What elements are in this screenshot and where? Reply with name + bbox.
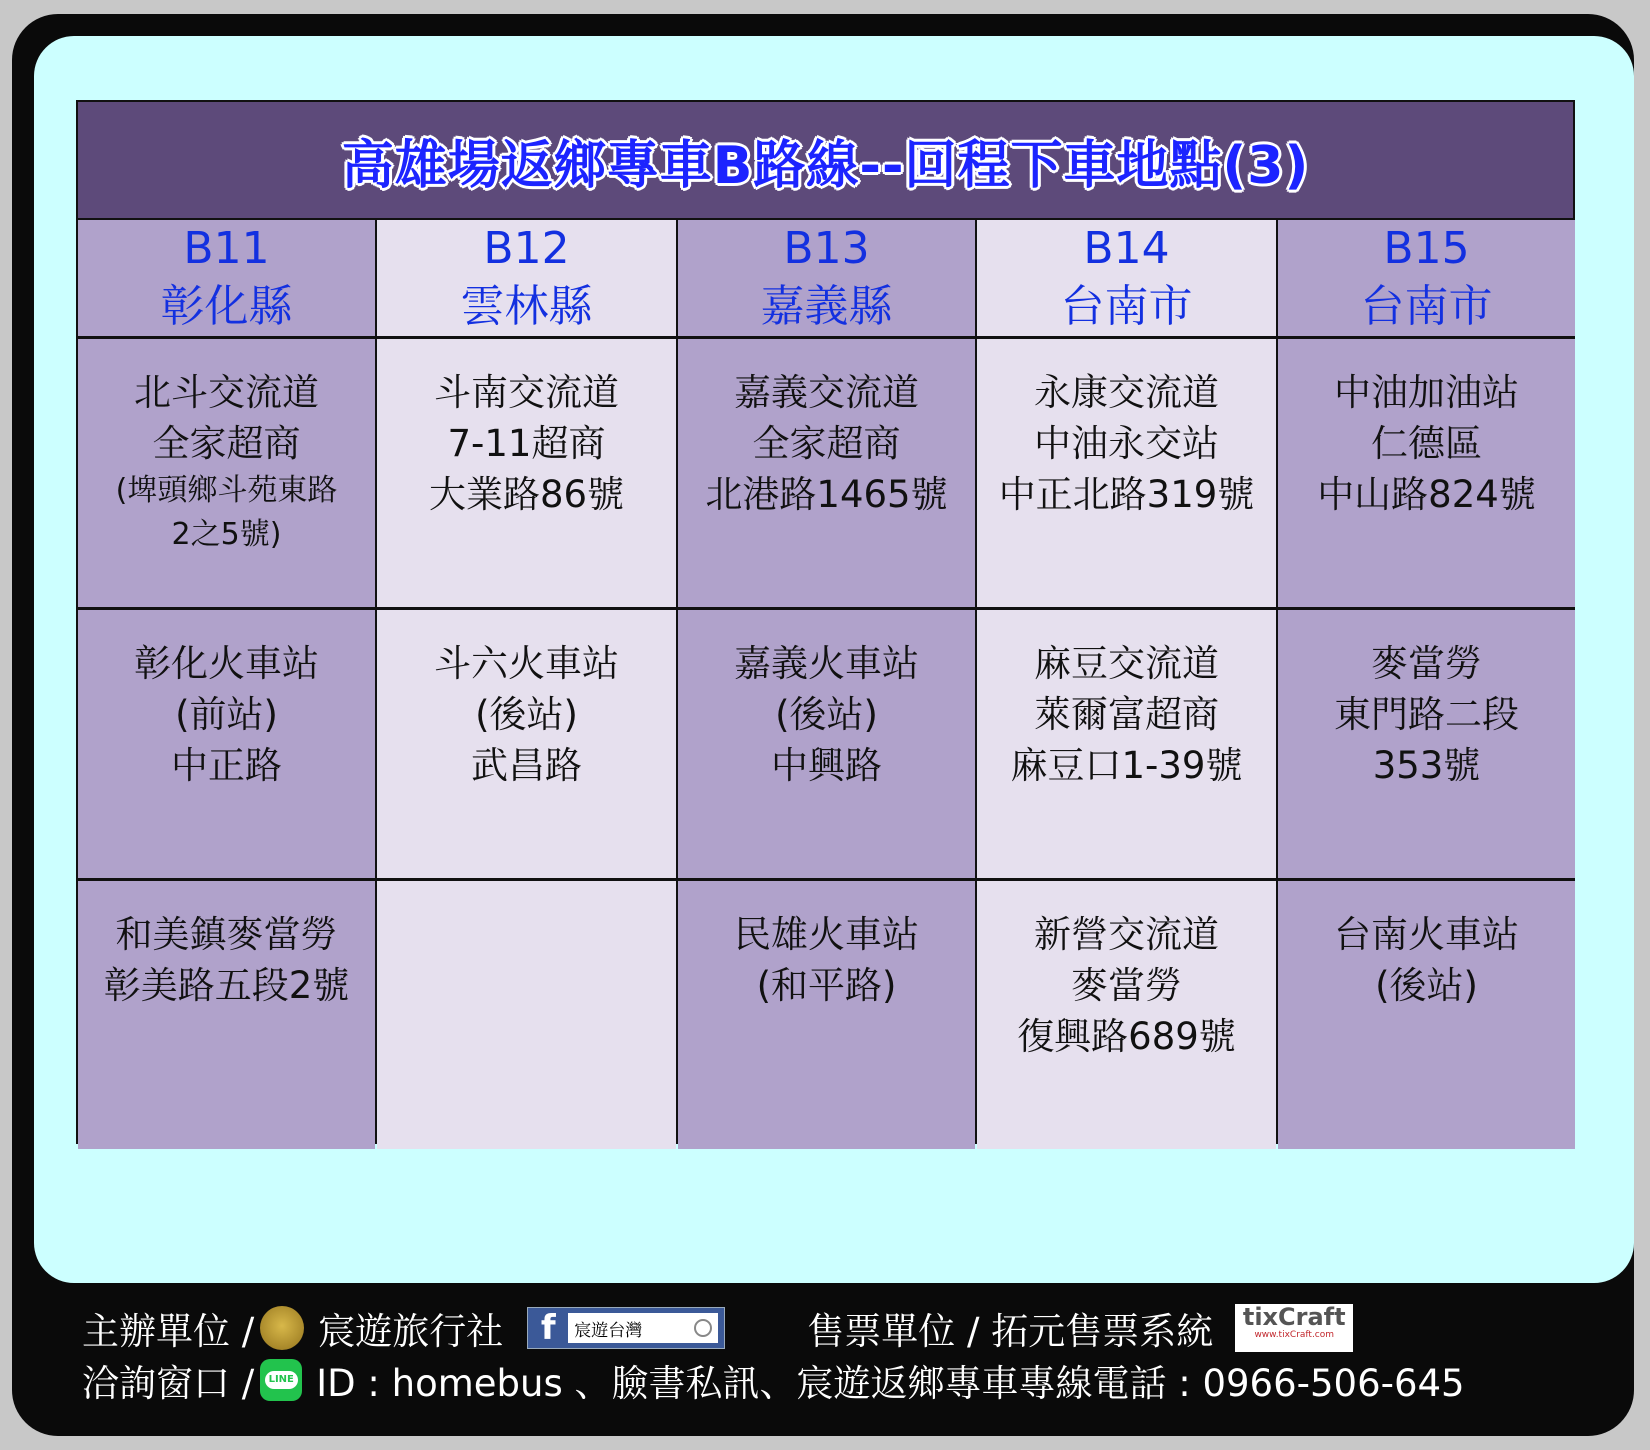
stop-line: 北港路1465號	[705, 473, 948, 516]
stop-line: (和平路)	[756, 964, 897, 1007]
route-county: 雲林縣	[460, 281, 593, 332]
facebook-search-badge[interactable]	[527, 1307, 725, 1349]
stop-line: 永康交流道	[1034, 371, 1219, 414]
stop-line: 仁德區	[1371, 422, 1482, 465]
stop-line: 353號	[1372, 744, 1481, 787]
stop-cell	[1278, 881, 1575, 1149]
line-badge-text: LINE	[265, 1371, 298, 1389]
stop-line: 中正路	[171, 744, 282, 787]
title-bar	[78, 102, 1573, 218]
stop-line: 大業路86號	[428, 473, 625, 516]
stop-line: 武昌路	[471, 744, 582, 787]
contact-label: 洽詢窗口 /	[82, 1362, 255, 1405]
stop-cell	[977, 339, 1276, 607]
stop-cell	[1278, 610, 1575, 878]
stop-line: 復興路689號	[1017, 1015, 1236, 1058]
stop-cell	[78, 339, 375, 607]
stop-line: 彰美路五段2號	[103, 964, 350, 1007]
tixcraft-logo[interactable]	[1235, 1304, 1353, 1352]
stop-line: 中油永交站	[1034, 422, 1219, 465]
stop-line: 北斗交流道	[134, 371, 319, 414]
facebook-search-box	[568, 1313, 718, 1343]
stop-line: 麻豆交流道	[1034, 642, 1219, 685]
stop-cell	[678, 339, 975, 607]
page-title: 高雄場返鄉專車B路線--回程下車地點(3)	[341, 135, 1310, 196]
route-header-b11	[78, 220, 375, 336]
footer	[82, 1302, 1582, 1406]
line-icon	[260, 1359, 302, 1401]
stop-line: (後站)	[1375, 964, 1478, 1007]
footer-organizer-row	[82, 1302, 1582, 1354]
stop-line: 中興路	[771, 744, 882, 787]
stop-cell	[377, 339, 676, 607]
stop-line: 民雄火車站	[734, 913, 919, 956]
ticketing-label: 售票單位 / 拓元售票系統	[807, 1310, 1214, 1353]
route-header-b14	[977, 220, 1276, 336]
stop-line: 全家超商	[752, 422, 901, 465]
route-grid	[78, 220, 1573, 1149]
stop-cell	[78, 610, 375, 878]
stop-line: 新營交流道	[1034, 913, 1219, 956]
organizer-name: 宸遊旅行社	[318, 1310, 504, 1353]
stop-line: (埤頭鄉斗苑東路	[115, 473, 338, 508]
stop-line: 中山路824號	[1317, 473, 1536, 516]
stop-cell	[377, 610, 676, 878]
route-table	[76, 100, 1575, 1144]
stop-line: 麥當勞	[1371, 642, 1482, 685]
route-county: 台南市	[1360, 281, 1493, 332]
stop-line: (後站)	[775, 693, 878, 736]
organizer-label: 主辦單位 /	[82, 1310, 255, 1353]
stop-line: 麻豆口1-39號	[1010, 744, 1243, 787]
stop-line: 斗南交流道	[434, 371, 619, 414]
stop-line: 東門路二段	[1334, 693, 1519, 736]
route-header-b13	[678, 220, 975, 336]
route-county: 嘉義縣	[760, 281, 893, 332]
route-county: 彰化縣	[160, 281, 293, 332]
tixcraft-logo-text: tixCraft	[1242, 1303, 1346, 1331]
contact-info: ID : homebus 、臉書私訊、宸遊返鄉專車專線電話 : 0966-506-645	[316, 1362, 1465, 1405]
stop-line: 7-11超商	[447, 422, 606, 465]
stop-line: (前站)	[175, 693, 278, 736]
route-code: B11	[183, 223, 270, 274]
facebook-icon: f	[528, 1308, 568, 1348]
stop-line: 中油加油站	[1334, 371, 1519, 414]
stop-cell	[977, 881, 1276, 1149]
stop-line: 2之5號)	[171, 517, 282, 552]
organizer-logo-icon	[260, 1306, 304, 1350]
search-icon	[694, 1319, 712, 1337]
stop-line: 萊爾富超商	[1034, 693, 1219, 736]
stop-line: 中正北路319號	[998, 473, 1255, 516]
route-county: 台南市	[1060, 281, 1193, 332]
stop-cell	[977, 610, 1276, 878]
stop-line: 麥當勞	[1071, 964, 1182, 1007]
stop-line: (後站)	[475, 693, 578, 736]
stop-cell	[678, 881, 975, 1149]
route-code: B15	[1383, 223, 1470, 274]
stop-cell	[678, 610, 975, 878]
route-header-b12	[377, 220, 676, 336]
route-code: B12	[483, 223, 570, 274]
route-code: B13	[783, 223, 870, 274]
footer-contact-row	[82, 1354, 1582, 1406]
stop-cell	[377, 881, 676, 1149]
tixcraft-url: www.tixCraft.com	[1254, 1330, 1335, 1340]
facebook-search-text: 宸遊台灣	[574, 1320, 643, 1341]
stop-cell	[78, 881, 375, 1149]
stop-line: 嘉義交流道	[734, 371, 919, 414]
stop-line: 全家超商	[152, 422, 301, 465]
stop-line: 嘉義火車站	[734, 642, 919, 685]
stop-cell	[1278, 339, 1575, 607]
stop-line: 台南火車站	[1334, 913, 1519, 956]
stop-line: 和美鎮麥當勞	[115, 913, 338, 956]
route-header-b15	[1278, 220, 1575, 336]
stop-line: 斗六火車站	[434, 642, 619, 685]
route-code: B14	[1083, 223, 1170, 274]
stop-line: 彰化火車站	[134, 642, 319, 685]
